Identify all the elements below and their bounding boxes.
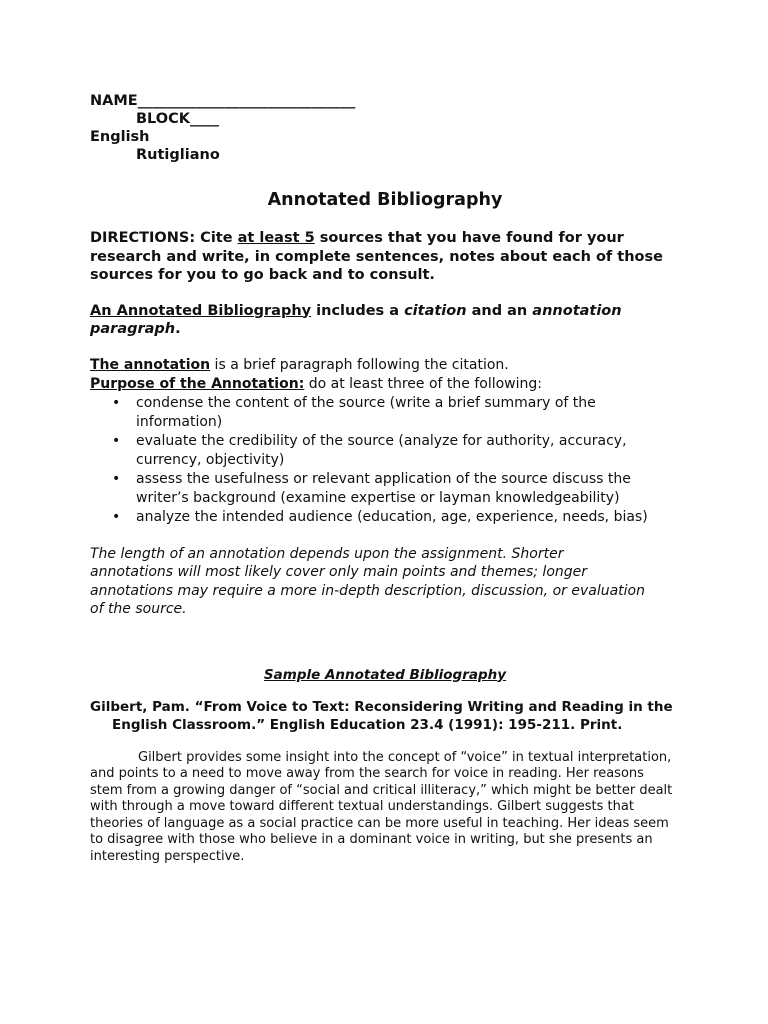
list-item-text: evaluate the credibility of the source (analyze for authority, accuracy, currency, objectivity) [136, 432, 627, 468]
list-item [90, 470, 680, 508]
length-note: The length of an annotation depends upon the assignment. Shorter annotations will most likely cover only main points and themes; longer annotations may require a more in-depth description, discussion, or evaluation of the source. [90, 545, 645, 617]
list-item [90, 394, 680, 432]
annotation-term: The annotation [90, 356, 211, 373]
bullet-icon: • [112, 394, 121, 411]
definition-paragraph [90, 302, 680, 339]
block-field-line: BLOCK____ [136, 111, 219, 127]
directions-paragraph [90, 229, 680, 285]
citation-word: citation [404, 302, 467, 319]
purpose-text: do at least three of the following: [304, 375, 542, 392]
annotation-text: is a brief paragraph following the citation. [210, 356, 509, 373]
sample-annotation-paragraph: Gilbert provides some insight into the concept of “voice” in textual interpretation, and points to a need to move away from the search for voice in reading. Her reasons stem from a growing danger of “social and critical illiteracy,” which might be better dealt with through a move toward different textual understandings. Gilbert suggests that theories of language as a social practice can be more useful in teaching. Her ideas seem to disagree with those who believe in a dominant voice in writing, but she presents an interesting perspective. [90, 749, 673, 864]
purpose-line [90, 375, 680, 394]
list-item [90, 432, 680, 470]
sample-heading: Sample Annotated Bibliography [263, 666, 507, 683]
subject-line: English [90, 129, 150, 145]
document-page [90, 92, 680, 865]
purpose-label: Purpose of the Annotation: [90, 375, 305, 392]
sample-citation: Gilbert, Pam. “From Voice to Text: Reconsidering Writing and Reading in the English Classroom.” English Education 23.4 (1991): 195-211. Print. [90, 698, 673, 733]
teacher-line: Rutigliano [136, 147, 220, 163]
list-item-text: condense the content of the source (write a brief summary of the information) [136, 394, 596, 430]
list-item-text: analyze the intended audience (education, age, experience, needs, bias) [136, 508, 648, 525]
name-field-line: NAME______________________________ [90, 93, 356, 109]
directions-label: DIRECTIONS: Cite [90, 230, 238, 246]
bullet-icon: • [112, 432, 121, 449]
bullet-icon: • [112, 470, 121, 487]
definition-end: . [175, 321, 181, 337]
document-title: Annotated Bibliography [267, 190, 503, 210]
bullet-icon: • [112, 508, 121, 525]
directions-rest: sources that you have found for your research and write, in complete sentences, notes about each of those sources for you to go back and to consult. [90, 230, 663, 283]
definition-text-2: and an [466, 302, 533, 319]
annotation-definition-line [90, 356, 680, 375]
list-item-text: assess the usefulness or relevant application of the source discuss the writer’s background (examine expertise or layman knowledgeability) [136, 470, 631, 506]
definition-term: An Annotated Bibliography [90, 302, 312, 319]
definition-text-1: includes a [311, 302, 405, 319]
directions-emphasis: at least 5 [237, 230, 315, 246]
annotation-word: annotation paragraph [90, 302, 622, 337]
purpose-list [90, 394, 680, 527]
list-item [90, 508, 680, 527]
annotation-section [90, 356, 680, 527]
